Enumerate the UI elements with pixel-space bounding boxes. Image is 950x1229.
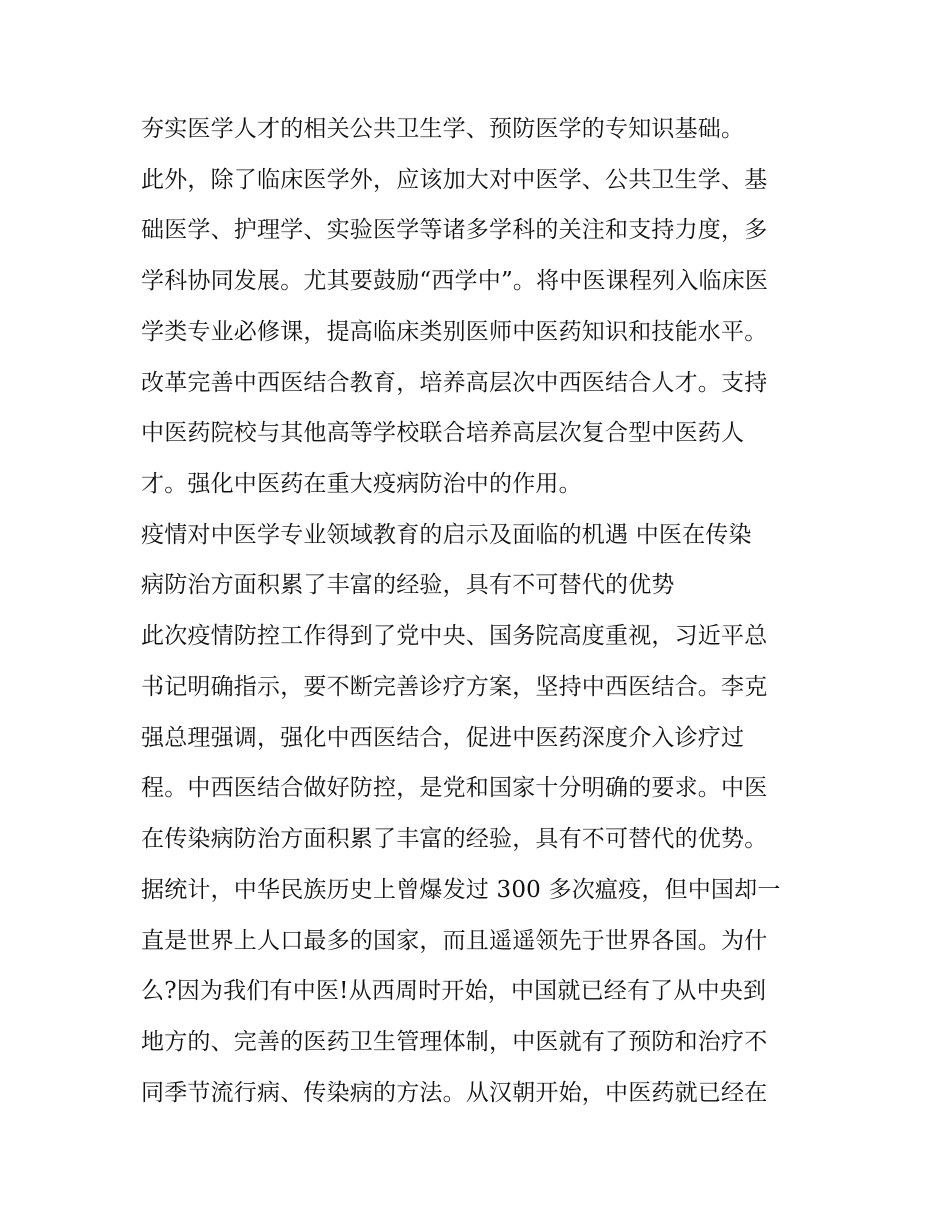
text-line: 据统计，中华民族历史上曾爆发过 300 多次瘟疫，但中国却一 <box>141 877 781 903</box>
text-line: 此次疫情防控工作得到了党中央、国务院高度重视，习近平总 <box>141 623 768 649</box>
text-line: 强总理强调，强化中西医结合，促进中医药深度介入诊疗过 <box>141 725 745 751</box>
text-line: 地方的、完善的医药卫生管理体制，中医就有了预防和治疗不 <box>141 1029 768 1055</box>
text-line: 中医药院校与其他高等学校联合培养高层次复合型中医药人 <box>141 420 745 446</box>
text-line: 改革完善中西医结合教育，培养高层次中西医结合人才。支持 <box>141 370 768 396</box>
text-line: 同季节流行病、传染病的方法。从汉朝开始，中医药就已经在 <box>141 1080 768 1106</box>
text-line: 学类专业必修课，提高临床类别医师中医药知识和技能水平。 <box>141 319 768 345</box>
text-line: 学科协同发展。尤其要鼓励“西学中”。将中医课程列入临床医 <box>141 268 769 294</box>
text-line: 直是世界上人口最多的国家，而且遥遥领先于世界各国。为什 <box>141 928 768 954</box>
text-line: 书记明确指示，要不断完善诊疗方案，坚持中西医结合。李克 <box>141 674 768 700</box>
text-line: 么?因为我们有中医!从西周时开始，中国就已经有了从中央到 <box>141 978 767 1004</box>
text-line: 在传染病防治方面积累了丰富的经验，具有不可替代的优势。 <box>141 826 768 852</box>
text-line: 才。强化中医药在重大疫病防治中的作用。 <box>141 471 582 497</box>
text-line: 疫情对中医学专业领域教育的启示及面临的机遇 中医在传染 <box>141 522 752 548</box>
text-line: 病防治方面积累了丰富的经验，具有不可替代的优势 <box>141 572 675 598</box>
text-line: 夯实医学人才的相关公共卫生学、预防医学的专知识基础。 <box>141 116 745 142</box>
text-line: 此外，除了临床医学外，应该加大对中医学、公共卫生学、基 <box>141 167 768 193</box>
text-line: 程。中西医结合做好防控，是党和国家十分明确的要求。中医 <box>141 775 768 801</box>
text-line: 础医学、护理学、实验医学等诸多学科的关注和支持力度，多 <box>141 217 768 243</box>
